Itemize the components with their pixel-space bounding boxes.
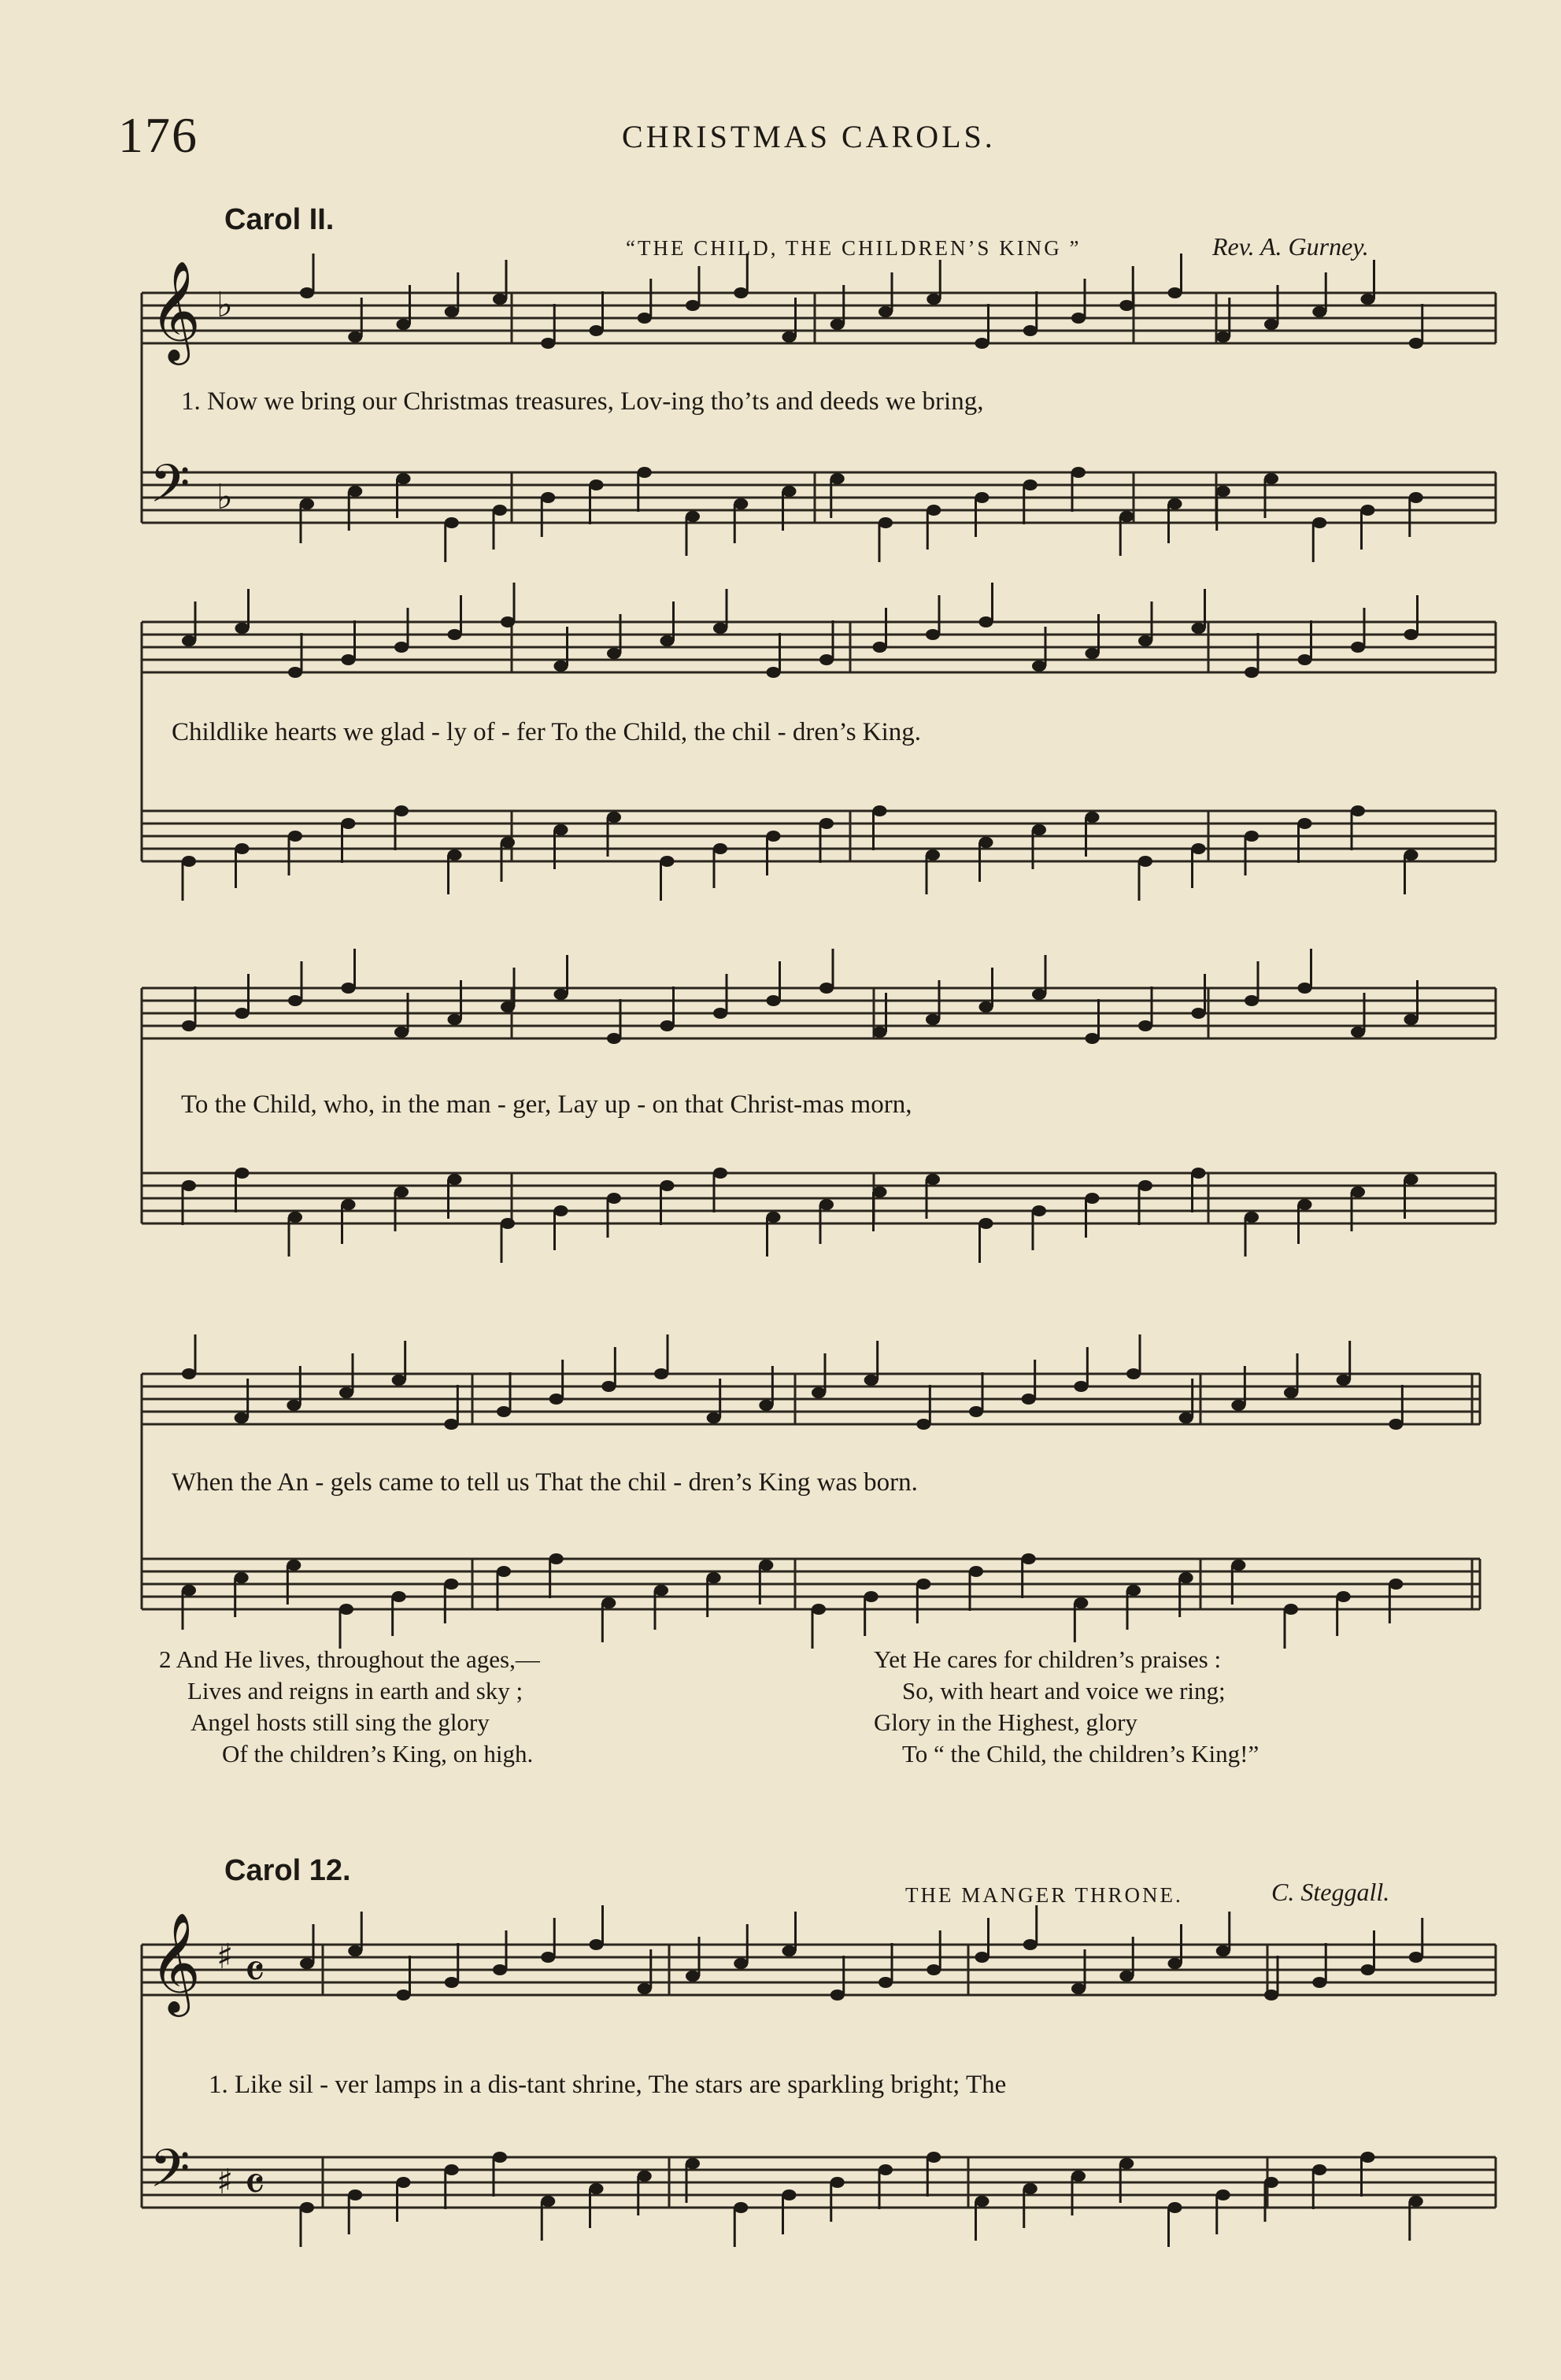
note-head [342,654,356,665]
note-head [638,1983,652,1994]
note-head [1074,1381,1088,1392]
note-head [660,1180,675,1191]
note-head [182,635,196,646]
carol11-verse2-left [159,1644,540,1770]
note-head [767,995,781,1006]
note-head [660,1020,675,1031]
note-head [1312,517,1326,528]
note-head [969,1566,983,1577]
bass-clef-icon: 𝄢 [150,2138,191,2212]
note-head [654,1585,668,1596]
note-head [448,629,462,640]
note-head [1023,2183,1038,2194]
note-head [969,1406,983,1417]
note-head [864,1375,879,1386]
note-head [339,1604,353,1615]
sharp-icon: ♯ [216,1937,234,1977]
note-head [879,1977,893,1988]
note-head [445,306,459,317]
note-head [182,1585,196,1596]
note-head [1361,1964,1375,1975]
note-head [759,1560,773,1571]
note-head [879,2164,893,2175]
note-head [1264,1990,1278,2001]
note-head [1298,983,1312,994]
note-head [1361,505,1375,516]
note-head [590,325,604,336]
note-head [1409,2196,1423,2207]
note-head [734,2202,748,2213]
carol12-label: Carol 12. [224,1854,351,1887]
carol11-lyric-line-2: Childlike hearts we glad - ly of - fer To the Child, the chil - dren’s King. [172,718,922,746]
note-head [501,1218,515,1229]
note-head [979,1218,993,1229]
note-head [1351,805,1365,816]
note-head [607,1193,621,1204]
note-head [342,983,356,994]
note-head [554,989,568,1000]
note-head [638,467,652,478]
note-head [235,1168,250,1179]
note-head [686,511,700,522]
note-head [1264,319,1278,330]
note-head [1032,661,1046,672]
verse-line: Of the children’s King, on high. [222,1740,534,1767]
note-head [1074,1597,1088,1608]
carol11-lyric-line-3: To the Child, who, in the man - ger, Lay up - on that Christ-mas morn, [181,1090,912,1119]
note-head [1312,2164,1326,2175]
carol11-verse2-right [874,1644,1259,1770]
note-head [1409,492,1423,503]
note-head [590,479,604,490]
note-head [1404,1174,1419,1185]
note-head [1216,486,1230,497]
note-head [300,1958,314,1969]
note-head [1126,1368,1141,1379]
note-head [501,1001,515,1012]
note-head [607,648,621,659]
note-head [686,300,700,311]
note-head [1351,1027,1365,1038]
note-head [713,623,727,634]
note-head [975,492,989,503]
note-head [493,1964,507,1975]
note-head [397,319,411,330]
note-head [1032,1205,1046,1216]
note-head [287,1560,301,1571]
note-head [812,1604,826,1615]
note-head [1298,654,1312,665]
note-head [182,1180,196,1191]
carol12-title: THE MANGER THRONE. [905,1883,1183,1907]
note-head [1389,1419,1403,1430]
note-head [1284,1604,1298,1615]
common-time-icon: 𝄴 [244,1945,265,2000]
note-head [1023,479,1038,490]
note-head [235,1572,249,1583]
note-head [975,2196,989,2207]
note-head [1168,1958,1182,1969]
note-head [182,1368,196,1379]
note-head [1071,1983,1086,1994]
note-head [782,486,797,497]
flat-icon: ♭ [216,285,233,325]
note-head [607,812,621,823]
note-head [1298,1199,1312,1210]
note-head [448,849,462,861]
note-head [1312,1977,1326,1988]
note-head [549,1394,564,1405]
note-head [1404,849,1419,861]
verse-line: Lives and reigns in earth and sky ; [187,1677,523,1704]
note-head [1071,467,1086,478]
note-head [1179,1572,1193,1583]
note-head [1245,667,1259,678]
note-head [1168,498,1182,509]
note-head [235,1008,250,1019]
note-head [342,1199,356,1210]
note-head [1086,648,1100,659]
note-head [1192,623,1206,634]
note-head [554,824,568,835]
note-head [864,1591,879,1602]
note-head [541,2196,555,2207]
note-head [873,805,887,816]
note-head [1361,2152,1375,2163]
note-head [819,654,834,665]
carol11-lyric-line-4: When the An - gels came to tell us That the chil - dren’s King was born. [172,1468,918,1497]
note-head [1245,831,1259,842]
note-head [1192,843,1206,854]
verse-line: Glory in the Highest, glory [874,1708,1137,1736]
note-head [1023,325,1038,336]
verse-line: 2 And He lives, throughout the ages,— [159,1645,540,1673]
running-head: CHRISTMAS CAROLS. [622,119,996,154]
note-head [444,1419,458,1430]
note-head [1071,2171,1086,2182]
note-head [713,1008,727,1019]
note-head [397,1990,411,2001]
note-head [926,1014,940,1025]
note-head [879,517,893,528]
note-head [927,294,941,305]
note-head [300,287,314,298]
note-head [873,1027,887,1038]
note-head [979,1001,993,1012]
note-head [654,1368,668,1379]
note-head [979,837,993,848]
note-head [916,1579,930,1590]
note-head [300,2202,314,2213]
note-head [782,1945,797,1956]
note-head [541,492,555,503]
note-head [713,1168,727,1179]
note-head [493,2152,507,2163]
note-head [979,616,993,627]
note-head [1284,1387,1298,1398]
note-head [1138,1180,1152,1191]
note-head [660,635,675,646]
note-head [1168,2202,1182,2213]
note-head [1216,331,1230,342]
note-head [601,1597,616,1608]
note-head [392,1591,406,1602]
note-head [1192,1008,1206,1019]
verse-line: To “ the Child, the children’s King!” [902,1740,1260,1767]
note-head [288,831,302,842]
note-head [830,319,845,330]
note-head [444,1579,458,1590]
note-head [1351,1186,1365,1197]
sharp-icon: ♯ [216,2162,234,2202]
note-head [348,1945,362,1956]
note-head [1245,995,1259,1006]
note-head [638,313,652,324]
note-head [288,995,302,1006]
note-head [1404,1014,1419,1025]
note-head [501,616,515,627]
note-head [1231,1400,1245,1411]
note-head [448,1174,462,1185]
note-head [830,473,845,484]
note-head [493,505,507,516]
treble-clef-icon: 𝄞 [150,1912,202,2012]
note-head [1264,473,1278,484]
note-head [497,1406,511,1417]
note-head [734,1958,748,1969]
carol11-title: “THE CHILD, THE CHILDREN’S KING ” [626,236,1082,260]
note-head [1179,1412,1193,1423]
note-head [288,1212,302,1223]
note-head [759,1400,773,1411]
note-head [1119,1971,1134,1982]
note-head [590,1939,604,1950]
note-head [767,1212,781,1223]
note-head [1138,1020,1152,1031]
note-head [713,843,727,854]
note-head [1409,338,1423,349]
note-head [873,642,887,653]
note-head [1298,818,1312,829]
note-head [638,2171,652,2182]
note-head [1119,511,1134,522]
note-head [707,1412,721,1423]
note-head [767,831,781,842]
note-head [601,1381,616,1392]
note-head [927,2152,941,2163]
note-head [235,843,250,854]
note-head [182,1020,196,1031]
note-head [607,1033,621,1044]
note-head [686,2158,700,2169]
note-head [1351,642,1365,653]
note-head [926,849,940,861]
page-number: 176 [118,107,198,163]
note-head [288,667,302,678]
note-head [394,1027,409,1038]
note-head [394,1186,409,1197]
note-head [927,1964,941,1975]
note-head [1409,1952,1423,1963]
verse-line: Angel hosts still sing the glory [191,1708,490,1736]
note-head [392,1375,406,1386]
note-head [1404,629,1419,640]
verse-line: So, with heart and voice we ring; [902,1677,1226,1704]
carol11-attribution: Rev. A. Gurney. [1212,232,1369,261]
note-head [1023,1939,1038,1950]
note-head [734,498,748,509]
verse-line: Yet He cares for children’s praises : [874,1645,1222,1673]
note-head [448,1014,462,1025]
note-head [493,294,507,305]
note-head [975,338,989,349]
note-head [1086,1193,1100,1204]
treble-clef-icon: 𝄞 [150,260,202,361]
note-head [235,1412,249,1423]
note-head [782,2189,797,2200]
note-head [819,1199,834,1210]
note-head [541,338,555,349]
note-head [348,486,362,497]
bass-clef-icon: 𝄢 [150,453,191,527]
note-head [339,1387,353,1398]
note-head [926,629,940,640]
note-head [1138,635,1152,646]
common-time-icon: 𝄴 [244,2157,265,2212]
note-head [287,1400,301,1411]
note-head [397,2177,411,2188]
note-head [1192,1168,1206,1179]
note-head [830,1990,845,2001]
note-head [1071,313,1086,324]
note-head [541,1952,555,1963]
note-head [1231,1560,1245,1571]
note-head [707,1572,721,1583]
note-head [830,2177,845,2188]
note-head [975,1952,989,1963]
note-head [342,818,356,829]
note-head [1361,294,1375,305]
note-head [1022,1394,1036,1405]
note-head [1086,812,1100,823]
note-head [590,2183,604,2194]
note-head [394,805,409,816]
note-head [1312,306,1326,317]
note-head [819,983,834,994]
carol12-lyric-line-1: 1. Like sil - ver lamps in a dis-tant shrine, The stars are sparkling bright; The [209,2071,1007,2099]
note-head [1168,287,1182,298]
note-head [1086,1033,1100,1044]
carol11-label: Carol II. [224,203,335,236]
note-head [927,505,941,516]
carol12-attribution: C. Steggall. [1271,1878,1390,1906]
note-head [1337,1591,1351,1602]
note-head [767,667,781,678]
note-head [445,1977,459,1988]
note-head [1119,2158,1134,2169]
note-head [1119,300,1134,311]
note-head [235,623,250,634]
note-head [1216,1945,1230,1956]
note-head [1126,1585,1141,1596]
note-head [916,1419,930,1430]
note-head [1216,2189,1230,2200]
note-head [734,287,748,298]
note-head [812,1387,826,1398]
note-head [445,2164,459,2175]
note-head [348,331,362,342]
note-head [348,2189,362,2200]
note-head [1138,856,1152,867]
flat-icon: ♭ [216,477,233,517]
note-head [549,1553,564,1564]
note-head [879,306,893,317]
note-head [554,1205,568,1216]
note-head [445,517,459,528]
note-head [554,661,568,672]
note-head [182,856,196,867]
note-head [397,473,411,484]
note-head [497,1566,511,1577]
note-head [819,818,834,829]
note-head [782,331,797,342]
note-head [1245,1212,1259,1223]
note-head [873,1186,887,1197]
note-head [1022,1553,1036,1564]
note-head [686,1971,700,1982]
carol11-lyric-line-1: 1. Now we bring our Christmas treasures, Lov-ing tho’ts and deeds we bring, [181,387,984,416]
note-head [300,498,314,509]
note-head [660,856,675,867]
note-head [1264,2177,1278,2188]
note-head [926,1174,940,1185]
note-head [1032,824,1046,835]
note-head [394,642,409,653]
note-head [1389,1579,1403,1590]
note-head [501,837,515,848]
note-head [1337,1375,1351,1386]
note-head [1032,989,1046,1000]
